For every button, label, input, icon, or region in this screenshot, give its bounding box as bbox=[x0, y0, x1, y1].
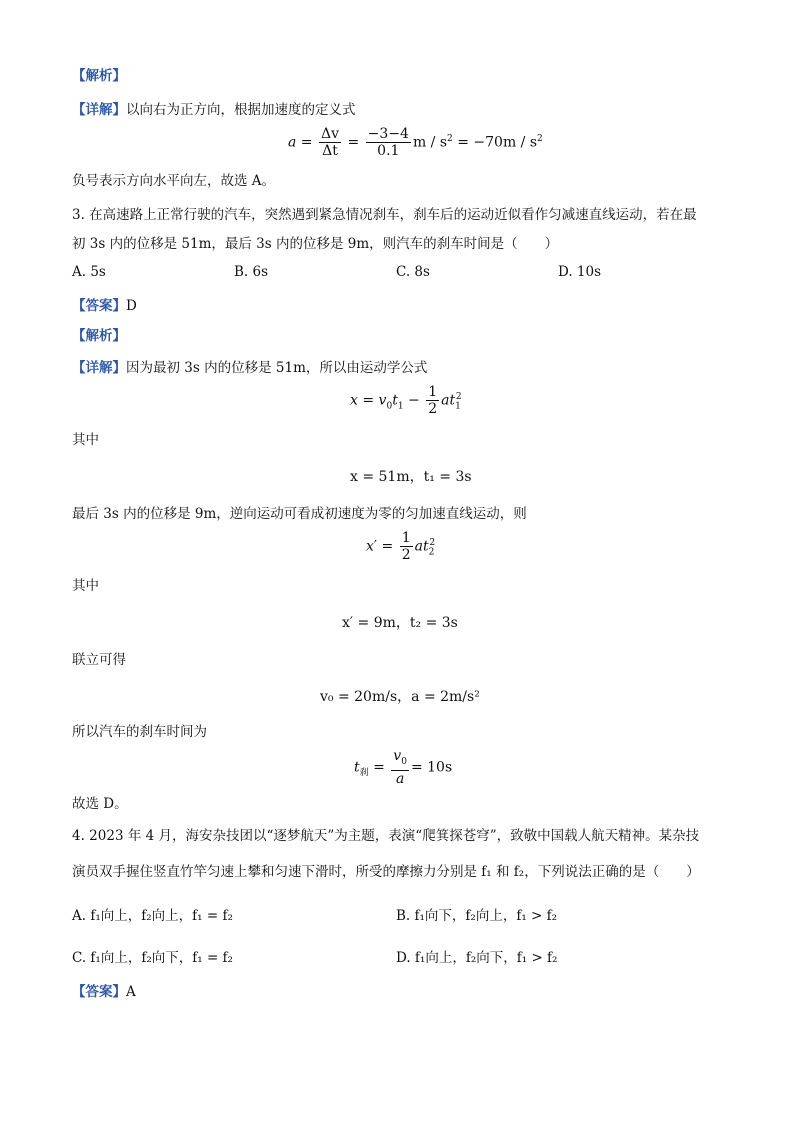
q3-final: 故选 D。 bbox=[72, 796, 128, 812]
q4-option-c: C. f₁向上，f₂向下，f₁ = f₂ bbox=[72, 950, 233, 966]
q4-option-a: A. f₁向上，f₂向上，f₁ = f₂ bbox=[72, 908, 233, 924]
displacement-formula: $x = v_0t_1$ − $\frac{1}{2}$ $at_1^2$ bbox=[350, 384, 462, 417]
q3-answer: 【答案】D bbox=[72, 298, 137, 314]
given-values-2: x′ = 9m，t₂ = 3s bbox=[342, 615, 458, 631]
q3-stem-line2: 初 3s 内的位移是 51m，最后 3s 内的位移是 9m，则汽车的刹车时间是（ ） bbox=[72, 236, 559, 252]
q3-option-a: A. 5s bbox=[72, 264, 106, 280]
given-values-1: x = 51m，t₁ = 3s bbox=[350, 469, 472, 485]
q3-last-3s: 最后 3s 内的位移是 9m，逆向运动可看成初速度为零的匀加速直线运动，则 bbox=[72, 506, 527, 522]
conclusion-1: 负号表示方向水平向左，故选 A。 bbox=[72, 173, 276, 189]
q3-detail: 【详解】因为最初 3s 内的位移是 51m，所以由运动学公式 bbox=[72, 360, 428, 376]
q3-qizhong-2: 其中 bbox=[72, 578, 99, 594]
q3-analysis-tag: 【解析】 bbox=[72, 328, 126, 344]
q3-qizhong-1: 其中 bbox=[72, 432, 99, 448]
analysis-tag: 【解析】 bbox=[72, 68, 126, 84]
q3-option-d: D. 10s bbox=[558, 264, 602, 280]
q3-stem-line1: 3. 在高速路上正常行驶的汽车，突然遇到紧急情况刹车，刹车后的运动近似看作匀减速直线运动，若在最 bbox=[72, 207, 697, 223]
brake-time-formula: $t_刹$ = $\frac{v_0}{a}$ = 10s bbox=[354, 748, 453, 787]
acceleration-formula: a = $\frac{\Delta v}{\Delta t}$ = $\frac{-3-4}{0.1}$ $m / s^2 = -70m / s^2$ bbox=[288, 126, 543, 159]
reverse-motion-formula: x′ = $\frac{1}{2}$ $at_2^2$ bbox=[366, 530, 436, 563]
q4-option-d: D. f₁向上，f₂向下，f₁ > f₂ bbox=[396, 950, 558, 966]
q4-stem-line1: 4. 2023 年 4 月，海安杂技团以“逐梦航天”为主题，表演“爬箕探苍穹”，致敬中国载人航天精神。某杂技 bbox=[72, 828, 700, 844]
q3-lianli: 联立可得 bbox=[72, 652, 126, 668]
q3-option-c: C. 8s bbox=[396, 264, 430, 280]
q3-option-b: B. 6s bbox=[234, 264, 269, 280]
q3-suoyi: 所以汽车的刹车时间为 bbox=[72, 724, 207, 740]
q4-stem-line2: 演员双手握住竖直竹竿匀速上攀和匀速下滑时，所受的摩擦力分别是 f₁ 和 f₂，下列说法正确的是（ ） bbox=[72, 864, 700, 880]
q4-answer: 【答案】A bbox=[72, 984, 136, 1000]
detail-paragraph bbox=[72, 100, 356, 120]
detail-text: 以向右为正方向，根据加速度的定义式 bbox=[126, 102, 356, 118]
q4-option-b: B. f₁向下，f₂向上，f₁ > f₂ bbox=[396, 908, 558, 924]
result-values: v₀ = 20m/s，a = 2m/s² bbox=[320, 689, 480, 705]
detail-tag: 【详解】 bbox=[72, 102, 126, 118]
